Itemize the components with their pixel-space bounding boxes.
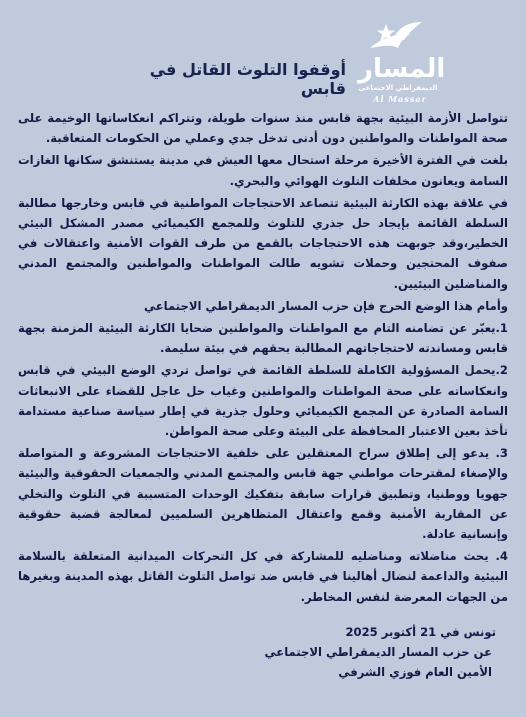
list-item: 2.يحمل المسؤولية الكاملة للسلطة القائمة في تواصل تردي الوضع البيئي في قابس وانعكاساته على صحة المواطنات والمواطنين وغياب حل عاجل للقضاء على الانبعاثات السامة الصادرة عن المجمع الكيميائي وحلول جذرية في إطار سياسة صناعية مستدامة تأخذ بعين الاعتبار المحافظة على البيئة وعلى صحة المواطن. [18, 363, 508, 439]
statement-date: تونس في 21 أكتوبر 2025 [345, 625, 496, 639]
logo-name-en: Al Massar [373, 94, 427, 104]
list-item: 1.يعبّر عن تضامنه التام مع المواطنات والمواطنين ضحايا الكارثة البيئية المزمنة بجهة قابس ومساندته لاحتجاجاتهم المطالبة بحقهم في بيئة سليمة. [18, 321, 508, 356]
paragraph: في علاقة بهذه الكارثة البيئية تتصاعد الاحتجاجات المواطنية في قابس وخارجها مطالبة السلطة القائمة بإيجاد حل جذري للتلوث وللمجمع الكيميائي مصدر المشكل البيئي الخطير،وقد جوبهت هذه الاحتجاجات بالقمع من طرف القوات الأمنية واعتقالات في صفوف المحتجين وحملات تشويه طالت المواطنات والمواطنين والمجتمع المدني والمناضلين البيئيين. [18, 195, 508, 291]
paragraph: تتواصل الأزمة البيئية بجهة قابس منذ سنوات طويلة، وتتراكم انعكاساتها الوخيمة على صحة المواطنات والمواطنين دون أدنى تدخل جدي وعملي من الحكومات المتعاقبة. [18, 111, 508, 146]
signature-party: عن حزب المسار الديمقراطي الاجتماعي [264, 645, 492, 659]
list-item: 3. يدعو إلى إطلاق سراح المعتقلين على خلفية الاحتجاجات المشروعة و المتواصلة والإصغاء لمقترحات مواطني جهة قابس والمجتمع المدني والجمعيات الحقوقية والبيئية جهويا ووطنيا، وتطبيق قرارات سابقة بتفكيك الوحدات المتسببة في التلوث والتخلي عن المقاربة الأمنية وقمع واعتقال المتظاهرين السلميين لمعالجة قضية حقوقية وإنسانية عادلة. [18, 446, 508, 542]
list-item: 4. يحث مناضلاته ومناضليه للمشاركة في كل التحركات الميدانية المتعلقة بالسلامة البيئية والداعمة لنضال أهالينا في قابس ضد تواصل التلوث القاتل بهذه المدينة وبغيرها من الجهات المعرضة لنفس المخاطر. [18, 549, 508, 604]
party-logo [358, 18, 474, 106]
statement-body [18, 108, 508, 609]
logo-subtitle: الديمقراطي الاجتماعي [358, 84, 438, 92]
logo-name-ar: المسار [358, 54, 446, 84]
paragraph: بلغت في الفترة الأخيرة مرحلة استحال معها العيش في مدينة يستنشق سكانها الغازات السامة ويعانون مخلفات التلوث الهوائي والبحري. [18, 153, 508, 188]
statement-title: أوقفوا التلوث القاتل في قابس [149, 60, 346, 98]
signature-block [230, 622, 510, 682]
paragraph: وأمام هذا الوضع الحرج فإن حزب المسار الديمقراطي الاجتماعي [144, 298, 508, 313]
signature-signer: الأمين العام فوزي الشرفي [338, 665, 492, 679]
